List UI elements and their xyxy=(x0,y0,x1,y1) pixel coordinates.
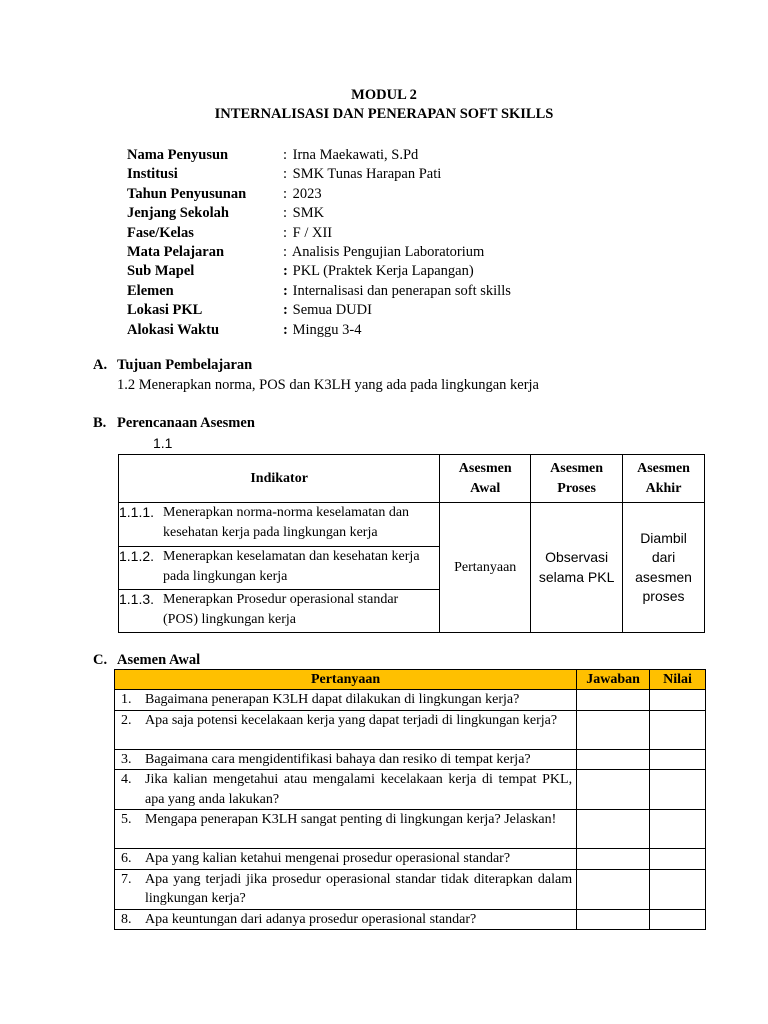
header-nilai: Nilai xyxy=(650,670,706,690)
question-cell: 2. Apa saja potensi kecelakaan kerja yang dapat terjadi di lingkungan kerja? xyxy=(115,710,577,749)
indikator-cell: 1.1.1. Menerapkan norma-norma keselamatan dan kesehatan kerja pada lingkungan kerja xyxy=(119,503,440,547)
meta-row-elemen: Elemen : Internalisasi dan penerapan soft skills xyxy=(127,282,511,299)
module-title: MODUL 2 xyxy=(351,87,417,103)
header-asesmen-akhir: Asesmen Akhir xyxy=(623,455,705,503)
header-asesmen-awal: Asesmen Awal xyxy=(440,455,531,503)
meta-row-tahun: Tahun Penyusunan : 2023 xyxy=(127,185,322,202)
header-jawaban: Jawaban xyxy=(577,670,650,690)
jawaban-cell[interactable] xyxy=(577,749,650,770)
header-pertanyaan: Pertanyaan xyxy=(115,670,577,690)
nilai-cell[interactable] xyxy=(650,849,706,870)
question-cell: 7. Apa yang terjadi jika prosedur operasional standar tidak diterapkan dalam lingkungan kerja? xyxy=(115,869,577,909)
asesmen-awal-table xyxy=(114,669,706,930)
indikator-cell: 1.1.3. Menerapkan Prosedur operasional standar (POS) lingkungan kerja xyxy=(119,590,440,633)
section-c-heading: C. Asemen Awal xyxy=(93,652,201,668)
jawaban-cell[interactable] xyxy=(577,849,650,870)
question-row xyxy=(115,690,706,711)
section-b-sub-number: 1.1 xyxy=(153,435,173,451)
awal-header-row xyxy=(115,670,706,690)
question-row xyxy=(115,770,706,810)
jawaban-cell[interactable] xyxy=(577,690,650,711)
nilai-cell[interactable] xyxy=(650,690,706,711)
nilai-cell[interactable] xyxy=(650,749,706,770)
meta-row-jenjang: Jenjang Sekolah : SMK xyxy=(127,205,325,222)
meta-row-institusi: Institusi : SMK Tunas Harapan Pati xyxy=(127,166,442,183)
meta-row-lokasi: Lokasi PKL : Semua DUDI xyxy=(127,302,372,319)
tujuan-text: 1.2 Menerapkan norma, POS dan K3LH yang ada pada lingkungan kerja xyxy=(117,377,539,393)
question-row xyxy=(115,749,706,770)
jawaban-cell[interactable] xyxy=(577,770,650,810)
question-cell: 6. Apa yang kalian ketahui mengenai prosedur operasional standar? xyxy=(115,849,577,870)
question-row xyxy=(115,849,706,870)
meta-row-nama-penyusun: Nama Penyusun : Irna Maekawati, S.Pd xyxy=(127,147,419,163)
asesmen-table xyxy=(118,454,705,633)
header-asesmen-proses: Asesmen Proses xyxy=(531,455,623,503)
indikator-cell: 1.1.2. Menerapkan keselamatan dan kesehatan kerja pada lingkungan kerja xyxy=(119,547,440,590)
section-a-heading: A. Tujuan Pembelajaran xyxy=(93,357,253,373)
question-row xyxy=(115,869,706,909)
question-row xyxy=(115,909,706,930)
jawaban-cell[interactable] xyxy=(577,810,650,849)
header-indikator: Indikator xyxy=(119,455,440,503)
module-subtitle: INTERNALISASI DAN PENERAPAN SOFT SKILLS xyxy=(214,106,554,122)
question-cell: 5. Mengapa penerapan K3LH sangat penting di lingkungan kerja? Jelaskan! xyxy=(115,810,577,849)
question-cell: 8. Apa keuntungan dari adanya prosedur operasional standar? xyxy=(115,909,577,930)
nilai-cell[interactable] xyxy=(650,869,706,909)
nilai-cell[interactable] xyxy=(650,810,706,849)
meta-row-fase: Fase/Kelas : F / XII xyxy=(127,224,333,241)
asesmen-awal-cell: Pertanyaan xyxy=(440,503,531,633)
indikator-row xyxy=(119,503,705,547)
asesmen-header-row xyxy=(119,455,705,503)
nilai-cell[interactable] xyxy=(650,909,706,930)
question-cell: 4. Jika kalian mengetahui atau mengalami kecelakaan kerja di tempat PKL, apa yang anda lakukan? xyxy=(115,770,577,810)
question-row xyxy=(115,710,706,749)
jawaban-cell[interactable] xyxy=(577,869,650,909)
question-cell: 3. Bagaimana cara mengidentifikasi bahaya dan resiko di tempat kerja? xyxy=(115,749,577,770)
meta-row-alokasi: Alokasi Waktu : Minggu 3-4 xyxy=(127,321,362,338)
meta-row-sub-mapel: Sub Mapel : PKL (Praktek Kerja Lapangan) xyxy=(127,263,474,280)
meta-row-mata-pelajaran: Mata Pelajaran : Analisis Pengujian Laboratorium xyxy=(127,243,485,260)
nilai-cell[interactable] xyxy=(650,770,706,810)
nilai-cell[interactable] xyxy=(650,710,706,749)
section-b-heading: B. Perencanaan Asesmen xyxy=(93,415,255,431)
question-cell: 1. Bagaimana penerapan K3LH dapat dilakukan di lingkungan kerja? xyxy=(115,690,577,711)
jawaban-cell[interactable] xyxy=(577,710,650,749)
question-row xyxy=(115,810,706,849)
module-metadata xyxy=(127,146,511,340)
jawaban-cell[interactable] xyxy=(577,909,650,930)
asesmen-akhir-cell: Diambil dari asesmen proses xyxy=(623,503,705,633)
asesmen-proses-cell: Observasi selama PKL xyxy=(531,503,623,633)
